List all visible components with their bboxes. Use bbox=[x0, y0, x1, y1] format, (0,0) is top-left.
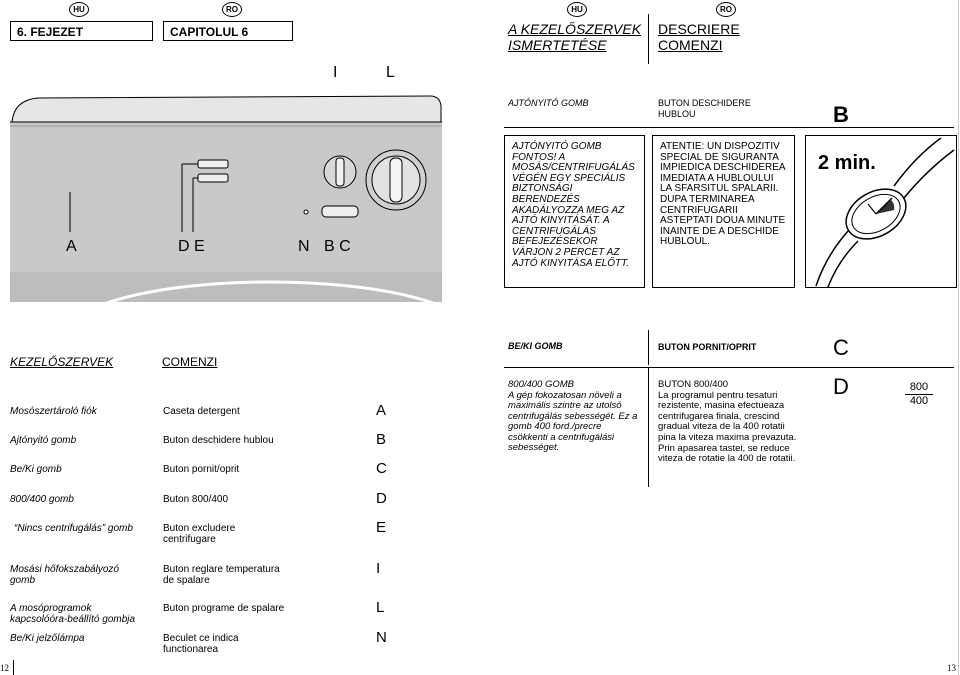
spin-fraction-top: 800 bbox=[905, 381, 933, 395]
door-header-ro: BUTON DESCHIDERE HUBLOU bbox=[658, 98, 751, 119]
label-N: N bbox=[298, 238, 310, 255]
page-number-left: 12 bbox=[0, 663, 9, 673]
power-header-ro: BUTON PORNIT/OPRIT bbox=[658, 342, 757, 352]
door-rule bbox=[504, 127, 954, 128]
power-header-hu: BE/KI GOMB bbox=[508, 341, 563, 351]
row-key-I: I bbox=[376, 560, 381, 577]
page-edge-mark-left bbox=[13, 660, 14, 675]
spin-key-letter: D bbox=[833, 374, 849, 399]
spin-fraction-bottom: 400 bbox=[909, 395, 929, 407]
door-key-letter: B bbox=[833, 102, 849, 127]
row-ro-E: Buton excludere centrifugare bbox=[163, 523, 236, 545]
row-key-C: C bbox=[376, 460, 387, 477]
door-warning-text-ro: ATENTIE: UN DISPOZITIV SPECIAL DE SIGURANTA IMPIEDICA DESCHIDEREA IMEDIATA A HUBLOULUI LA SFARSITUL SPALARII. DUPA TERMINAREA CENTRIFUGARII ASTEPTATI DOUA MINUTE INAINTE DE A DESCHIDE HUBLOUL. bbox=[660, 141, 786, 248]
chapter-title-hu: 6. FEJEZET bbox=[10, 21, 153, 41]
row-ro-L: Buton programe de spalare bbox=[163, 603, 285, 614]
clock-illustration-box bbox=[805, 135, 957, 288]
control-panel-illustration bbox=[10, 92, 442, 302]
chapter-title-ro: CAPITOLUL 6 bbox=[163, 21, 293, 41]
spin-fraction bbox=[905, 381, 933, 408]
spin-text-ro: La programul pentru tesaturi rezistente, masina efectueaza centrifugarea finala, crescind gradual viteza de la 400 rotatii pina la viteza maxima prevazuta. Prin apasarea tastei, se reduce viteza de rotatie la 400 de rotatii. bbox=[658, 389, 797, 465]
row-key-B: B bbox=[376, 431, 387, 448]
row-hu-I: Mosási hőfokszabályozó gomb bbox=[10, 564, 119, 586]
flag-ro-right: RO bbox=[716, 2, 736, 17]
row-ro-I: Buton reglare temperatura de spalare bbox=[163, 564, 280, 586]
wristwatch-icon bbox=[806, 136, 956, 287]
spin-title-ro: BUTON 800/400 bbox=[658, 379, 729, 390]
row-hu-E: “Nincs centrifugálás” gomb bbox=[14, 523, 133, 534]
spin-divider bbox=[648, 367, 649, 487]
door-warning-text-hu: AJTÓNYITÓ GOMB FONTOS! A MOSÁS/CENTRIFUGÁLÁS VÉGÉN EGY SPECIÁLIS BIZTONSÁGI BERENDEZÉS AKADÁLYOZZA MEG AZ AJTÓ KINYITÁSÁT. A CENTRIFUGÁLÁS BEFEJEZÉSEKOR VÁRJON 2 PERCET AZ AJTÓ KINYITÁSA ELŐTT. bbox=[512, 141, 635, 269]
row-hu-D: 800/400 gomb bbox=[10, 494, 74, 505]
label-I: I bbox=[333, 64, 338, 81]
power-key-letter: C bbox=[833, 335, 849, 360]
title-ro: DESCRIERE COMENZI bbox=[658, 21, 740, 53]
power-rule bbox=[504, 367, 954, 368]
row-key-L: L bbox=[376, 599, 385, 616]
row-key-N: N bbox=[376, 629, 387, 646]
spin-block-hu bbox=[508, 380, 643, 454]
title-divider bbox=[648, 14, 649, 64]
row-ro-C: Buton pornit/oprit bbox=[163, 464, 240, 475]
row-hu-L: A mosóprogramok kapcsolóóra-beállító gombja bbox=[10, 603, 136, 625]
title-hu: A KEZELŐSZERVEK ISMERTETÉSE bbox=[508, 21, 642, 53]
row-ro-D: Buton 800/400 bbox=[163, 494, 229, 505]
page-edge-mark-right bbox=[958, 0, 959, 675]
row-hu-C: Be/Ki gomb bbox=[10, 464, 62, 475]
flag-hu-right: HU bbox=[567, 2, 587, 17]
door-header-hu: AJTÓNYITÓ GOMB bbox=[508, 98, 589, 108]
row-hu-B: Ajtónyitó gomb bbox=[10, 435, 77, 446]
section-title-hu: KEZELŐSZERVEK bbox=[10, 355, 114, 369]
page-number-right: 13 bbox=[947, 663, 956, 673]
section-title-ro: COMENZI bbox=[162, 355, 218, 369]
row-key-E: E bbox=[376, 519, 387, 536]
power-divider bbox=[648, 330, 649, 365]
label-BC: B C bbox=[324, 238, 351, 255]
row-hu-N: Be/Ki jelzőlámpa bbox=[10, 633, 85, 644]
row-ro-N: Beculet ce indica functionarea bbox=[163, 633, 239, 655]
label-L: L bbox=[386, 64, 395, 81]
clock-label: 2 min. bbox=[818, 152, 876, 174]
row-key-A: A bbox=[376, 402, 387, 419]
label-DE: D E bbox=[178, 238, 205, 255]
flag-ro-left: RO bbox=[222, 2, 242, 17]
label-A: A bbox=[66, 238, 77, 255]
row-key-D: D bbox=[376, 490, 387, 507]
spin-block-ro bbox=[658, 380, 798, 465]
row-ro-A: Caseta detergent bbox=[163, 406, 240, 417]
door-warning-box-hu bbox=[504, 135, 645, 288]
row-hu-A: Mosószertároló fiók bbox=[10, 406, 97, 417]
row-ro-B: Buton deschidere hublou bbox=[163, 435, 274, 446]
control-panel-drawing bbox=[10, 92, 442, 302]
flag-hu-left: HU bbox=[69, 2, 89, 17]
spin-title-hu: 800/400 GOMB bbox=[508, 379, 575, 390]
door-warning-box-ro bbox=[652, 135, 795, 288]
spin-text-hu: A gép fokozatosan növeli a maximális szintre az utolsó centrifugálás sebességét. Ez a gomb 400 ford./precre csökkenti a centrifugálási sebességet. bbox=[508, 389, 638, 453]
